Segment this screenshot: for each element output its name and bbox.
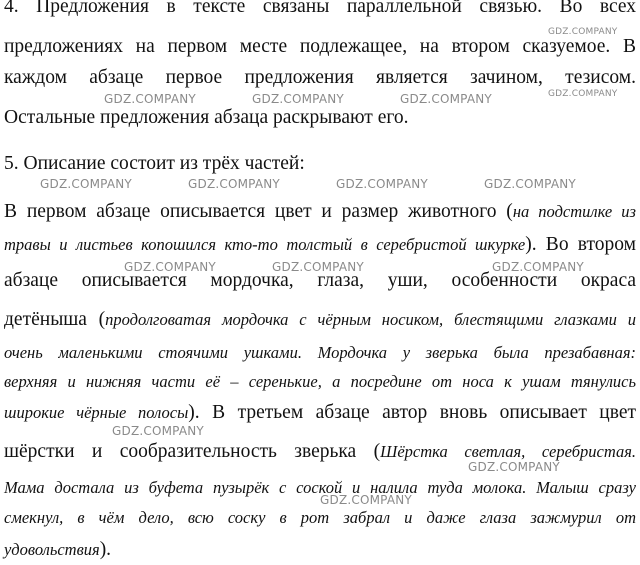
watermark: GDZ.COMPANY [272,260,364,274]
watermark: GDZ.COMPANY [492,260,584,274]
answer-5-line-11 [4,503,636,533]
answer-5-line-8 [4,398,636,428]
answer-5-line-5-text: детёныша ( [4,309,106,330]
answer-5-line-12-quote: удовольствия [4,540,100,559]
answer-5-line-8-quote: широкие чёрные полосы [4,403,189,422]
answer-4-line-4: Остальные предложения абзаца раскрывают его. [4,107,409,128]
watermark: GDZ.COMPANY [484,177,576,191]
answer-5-line-4: абзаце описывается мордочка, глаза, уши, особенности окраса [4,270,636,291]
answer-5-line-6 [4,338,636,368]
watermark: GDZ.COMPANY [320,493,412,507]
answer-5-heading: 5. Описание состоит из трёх частей: [4,153,305,174]
answer-5-line-9-text: шёрстки и сообразительность зверька ( [4,441,381,462]
answer-5-line-7 [4,367,636,397]
answer-5-line-3 [4,230,636,260]
answer-5-line-5 [4,305,636,335]
answer-5-line-3-quote: травы и листьев копошился кто-то толстый в серебристой шкурке [4,235,526,254]
answer-5-line-11-quote: смекнул, в чём дело, всю соску в рот забрал и даже глаза зажмурил от [4,508,636,527]
answer-5-line-3-text: ). Во втором [525,234,636,255]
watermark: GDZ.COMPANY [112,424,204,438]
answer-5-line-2-quote: на подстилке из [512,202,636,221]
watermark: GDZ.COMPANY [104,92,196,106]
answer-5-line-5-quote: продолговатая мордочка с чёрным носиком, блестящими глазками и [105,310,636,329]
watermark: GDZ.COMPANY [188,177,280,191]
answer-5-line-8-text: ). В третьем абзаце автор вновь описывает цвет [188,402,637,423]
answer-5-line-12-text: ). [99,539,112,560]
answer-5-line-2-text: В первом абзаце описывается цвет и размер животного ( [4,201,513,222]
watermark: GDZ.COMPANY [252,92,344,106]
watermark: GDZ.COMPANY [468,460,560,474]
watermark: GDZ.COMPANY [40,177,132,191]
watermark: GDZ.COMPANY [336,177,428,191]
answer-5-line-9-quote: Шёрстка светлая, серебристая. [380,442,636,461]
watermark: GDZ.COMPANY [548,27,618,37]
watermark: GDZ.COMPANY [548,89,618,99]
watermark: GDZ.COMPANY [124,260,216,274]
watermark: GDZ.COMPANY [400,92,492,106]
answer-5-line-10-quote: Мама достала из буфета пузырёк с соской и налила туда молока. Малыш сразу [4,478,636,497]
answer-4-line-3: каждом абзаце первое предложения является зачином, тезисом. [4,67,636,88]
answer-4-line-1: 4. Предложения в тексте связаны параллельной связью. Во всех [4,0,636,17]
answer-5-line-7-quote: верхняя и нижняя части её – серенькие, а посредине от носа к ушам тянулись [4,372,636,391]
answer-4-line-2: предложениях на первом месте подлежащее, на втором сказуемое. В [4,36,636,57]
answer-5-line-6-quote: очень маленькими стоячими ушками. Мордочка у зверька была презабавная: [4,343,636,362]
answer-5-line-2 [4,197,636,227]
